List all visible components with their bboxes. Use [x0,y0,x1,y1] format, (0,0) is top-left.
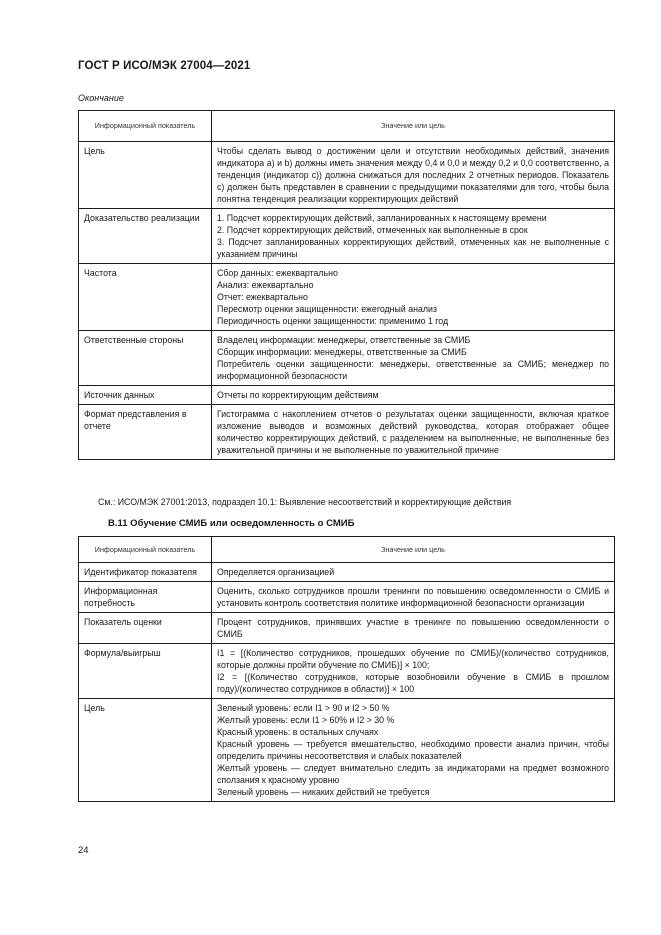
value-line: Красный уровень: в остальных случаях [217,727,379,737]
header-indicator: Информационный показатель [79,111,212,142]
row-value [212,563,615,582]
value-line: Процент сотрудников, принявших участие в тренинге по повышению осведомленности о СМИБ [217,617,609,639]
table-row [79,699,615,802]
row-label: Доказательство реализации [79,209,212,264]
row-value [212,644,615,699]
value-line: Определяется организацией [217,567,335,577]
page-number: 24 [78,845,89,856]
value-line: Зеленый уровень — никаких действий не требуется [217,787,430,797]
row-label: Частота [79,264,212,331]
value-line: Пересмотр оценки защищенности: ежегодный анализ [217,304,437,314]
table-header-row [79,111,615,142]
table-row [79,582,615,613]
row-label: Цель [79,699,212,802]
table-row [79,209,615,264]
value-line: I2 = [(Количество сотрудников, которые возобновили обучение в СМИБ в прошлом году)/(количество сотрудников в области)] × 100 [217,672,609,694]
value-line: Потребитель оценки защищенности: менеджеры, ответственные за СМИБ; менеджер по информационной безопасности [217,359,609,381]
table-row [79,142,615,209]
value-line: Желтый уровень — следует внимательно следить за индикаторами на предмет возможного сползания к красному уровню [217,763,609,785]
header-value: Значение или цель [212,111,615,142]
table-row [79,405,615,460]
table-header-row [79,537,615,563]
row-label: Информационная потребность [79,582,212,613]
table-row [79,613,615,644]
row-value [212,582,615,613]
indicator-table-1 [78,110,615,460]
value-line: Оценить, сколько сотрудников прошли тренинги по повышению осведомленности о СМИБ и установить контроль соответствия политике информационной безопасности организации [217,586,609,608]
value-line: Периодичность оценки защищенности: применимо 1 год [217,316,449,326]
value-line: Отчет: ежеквартально [217,292,308,302]
value-line: Отчеты по корректирующим действиям [217,390,379,400]
row-value [212,209,615,264]
value-line: Чтобы сделать вывод о достижении цели и отсутствии необходимых действий, значения индикатора a) и b) должны иметь значения между 0,4 и 0,0 и между 0,2 и 0,0 соответственно, а тенденция (индикатор c)) должна снижаться для последних 2 отчетных периодов. Показатель c) должен быть представлен в сравнении с предыдущими показателями для того, чтобы была понятна тенденция реализации корректирующих действий [217,146,609,204]
table-row [79,644,615,699]
row-label: Формула/выигрыш [79,644,212,699]
row-label: Ответственные стороны [79,331,212,386]
header-indicator: Информационный показатель [79,537,212,563]
header-value: Значение или цель [212,537,615,563]
value-line: 2. Подсчет корректирующих действий, отмеченных как выполненные в срок [217,225,528,235]
value-line: Красный уровень — требуется вмешательство, необходимо провести анализ причин, чтобы определить причины несоответствия и слабых показателей [217,739,609,761]
table-row [79,563,615,582]
row-label: Идентификатор показателя [79,563,212,582]
row-value [212,386,615,405]
value-line: Гистограмма с накоплением отчетов о результатах оценки защищенности, включая краткое изложение выводов и возможных действий руководства, которая отображает общее количество корректирующих действий, с разделением на выполненные, не выполненные без уважительной причины и не выполненные по уважительной причине [217,409,609,455]
table-row [79,264,615,331]
row-label: Цель [79,142,212,209]
value-line: Зеленый уровень: если I1 > 90 и I2 > 50 % [217,703,390,713]
value-line: 3. Подсчет запланированных корректирующих действий, отмеченных как не выполненные с указанием причины [217,237,609,259]
value-line: Анализ: ежеквартально [217,280,314,290]
row-value [212,613,615,644]
row-value [212,699,615,802]
table-row [79,331,615,386]
value-line: Желтый уровень: если I1 > 60% и I2 > 30 % [217,715,395,725]
value-line: Владелец информации: менеджеры, ответственные за СМИБ [217,335,471,345]
document-title: ГОСТ Р ИСО/МЭК 27004—2021 [78,60,251,72]
row-value [212,331,615,386]
row-label: Показатель оценки [79,613,212,644]
indicator-table-2 [78,536,615,802]
value-line: 1. Подсчет корректирующих действий, запланированных к настоящему времени [217,213,547,223]
reference-note: См.: ИСО/МЭК 27001:2013, подраздел 10.1: Выявление несоответствий и корректирующие действия [98,497,512,507]
section-title: B.11 Обучение СМИБ или осведомленность о СМИБ [108,518,355,529]
value-line: I1 = [(Количество сотрудников, прошедших обучение по СМИБ)/(количество сотрудников, которые должны пройти обучение по СМИБ)] × 100; [217,648,609,670]
value-line: Сбор данных: ежеквартально [217,268,338,278]
continued-label: Окончание [78,93,124,103]
table-row [79,386,615,405]
value-line: Сборщик информации: менеджеры, ответственные за СМИБ [217,347,467,357]
row-value [212,405,615,460]
row-label: Формат представления в отчете [79,405,212,460]
row-label: Источник данных [79,386,212,405]
row-value [212,264,615,331]
row-value [212,142,615,209]
